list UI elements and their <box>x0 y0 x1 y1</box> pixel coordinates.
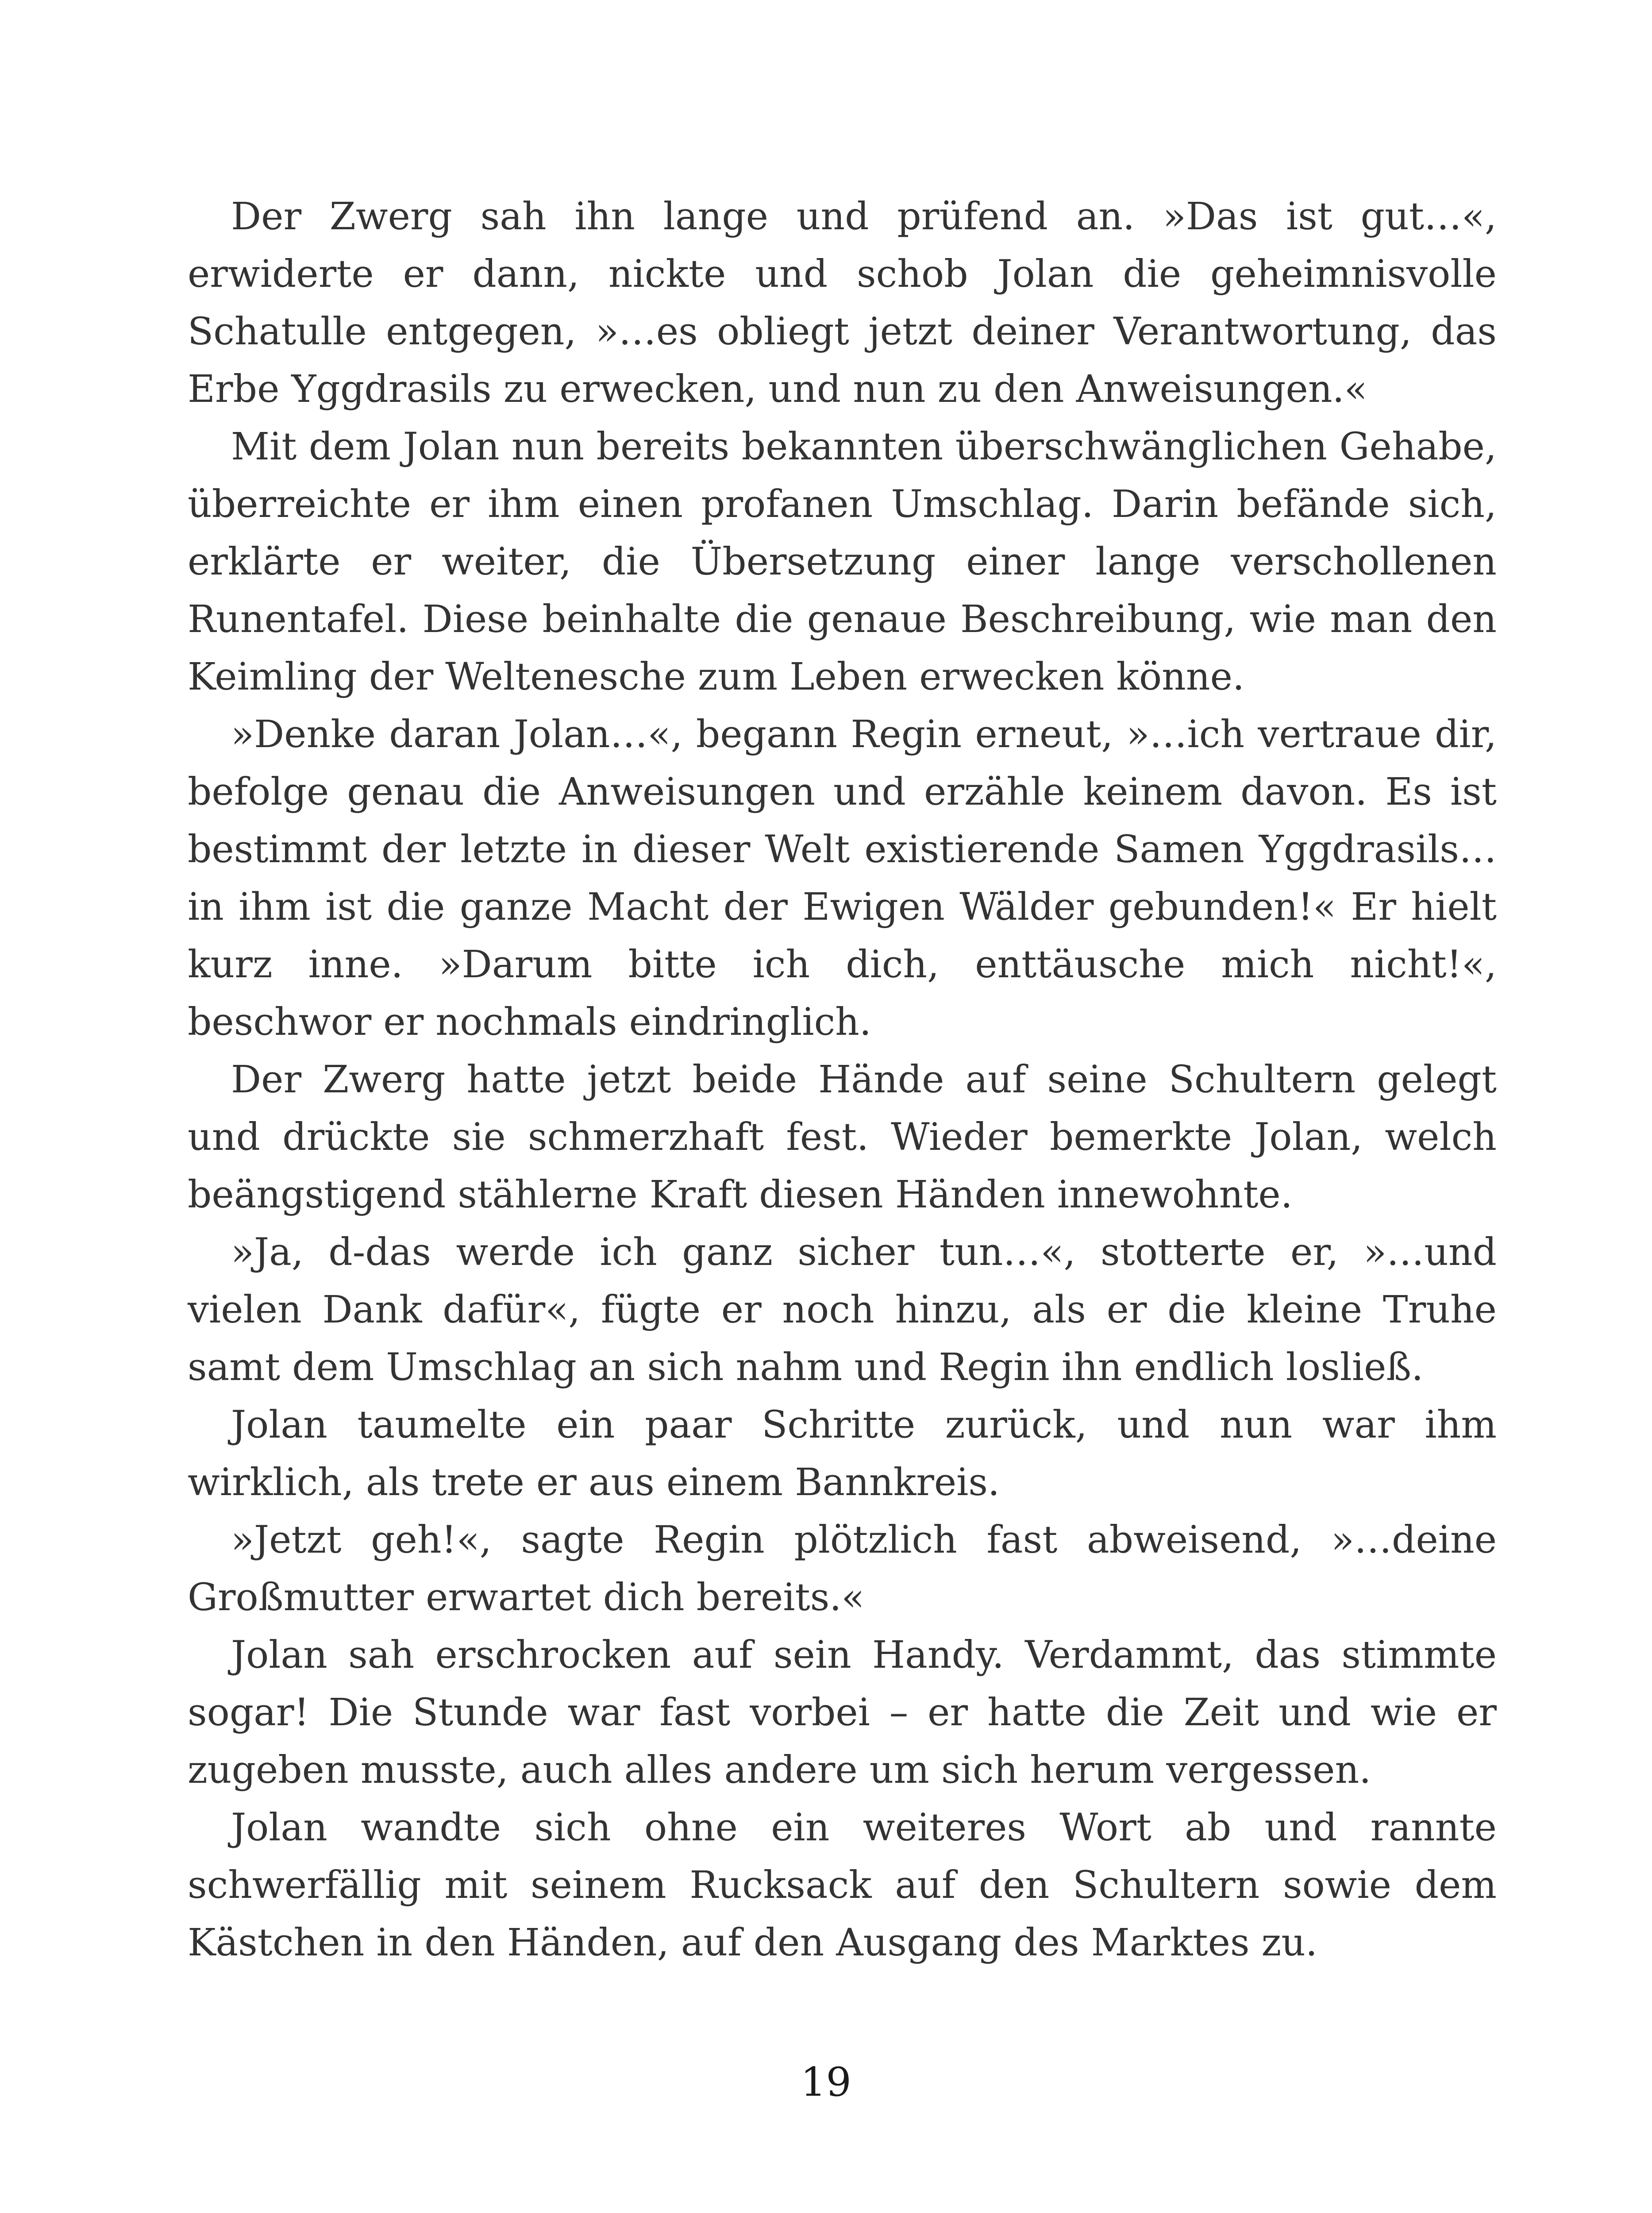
paragraph-7: »Jetzt geh!«, sagte Regin plötzlich fast abweisend, »…deine Großmutter erwartet dich bereits.« <box>188 1518 1497 1619</box>
paragraph-3: »Denke daran Jolan…«, begann Regin erneut, »…ich vertraue dir, befolge genau die Anweisungen und erzähle keinem davon. Es ist bestimmt der letzte in dieser Welt existierende Samen Yggdrasils… in ihm ist die ganze Macht der Ewigen Wälder gebunden!« Er hielt kurz inne. »Darum bitte ich dich, enttäusche mich nicht!«, beschwor er nochmals eindringlich. <box>188 713 1497 1044</box>
paragraph-2: Mit dem Jolan nun bereits bekannten überschwänglichen Gehabe, überreichte er ihm einen profanen Umschlag. Darin befände sich, erklärte er weiter, die Übersetzung einer lange verschollenen Runentafel. Diese beinhalte die genaue Beschreibung, wie man den Keimling der Weltenesche zum Leben erwecken könne. <box>188 425 1497 699</box>
page-number: 19 <box>801 2059 851 2105</box>
paragraph-9: Jolan wandte sich ohne ein weiteres Wort ab und rannte schwerfällig mit seinem Rucksack auf den Schultern sowie dem Kästchen in den Händen, auf den Ausgang des Marktes zu. <box>188 1806 1497 1965</box>
paragraph-6: Jolan taumelte ein paar Schritte zurück, und nun war ihm wirklich, als trete er aus einem Bannkreis. <box>188 1403 1497 1504</box>
page-body <box>188 188 1497 1972</box>
paragraph-5: »Ja, d-das werde ich ganz sicher tun…«, stotterte er, »…und vielen Dank dafür«, fügte er noch hinzu, als er die kleine Truhe samt dem Umschlag an sich nahm und Regin ihn endlich losließ. <box>188 1230 1497 1389</box>
paragraph-4: Der Zwerg hatte jetzt beide Hände auf seine Schultern gelegt und drückte sie schmerzhaft fest. Wieder bemerkte Jolan, welch beängstigend stählerne Kraft diesen Händen innewohnte. <box>188 1058 1497 1217</box>
paragraph-1: Der Zwerg sah ihn lange und prüfend an. »Das ist gut…«, erwiderte er dann, nickte und schob Jolan die geheimnisvolle Schatulle entgegen, »…es obliegt jetzt deiner Verantwortung, das Erbe Yggdrasils zu erwecken, und nun zu den Anweisungen.« <box>188 195 1497 411</box>
paragraph-8: Jolan sah erschrocken auf sein Handy. Verdammt, das stimmte sogar! Die Stunde war fast vorbei – er hatte die Zeit und wie er zugeben musste, auch alles andere um sich herum vergessen. <box>188 1633 1497 1792</box>
